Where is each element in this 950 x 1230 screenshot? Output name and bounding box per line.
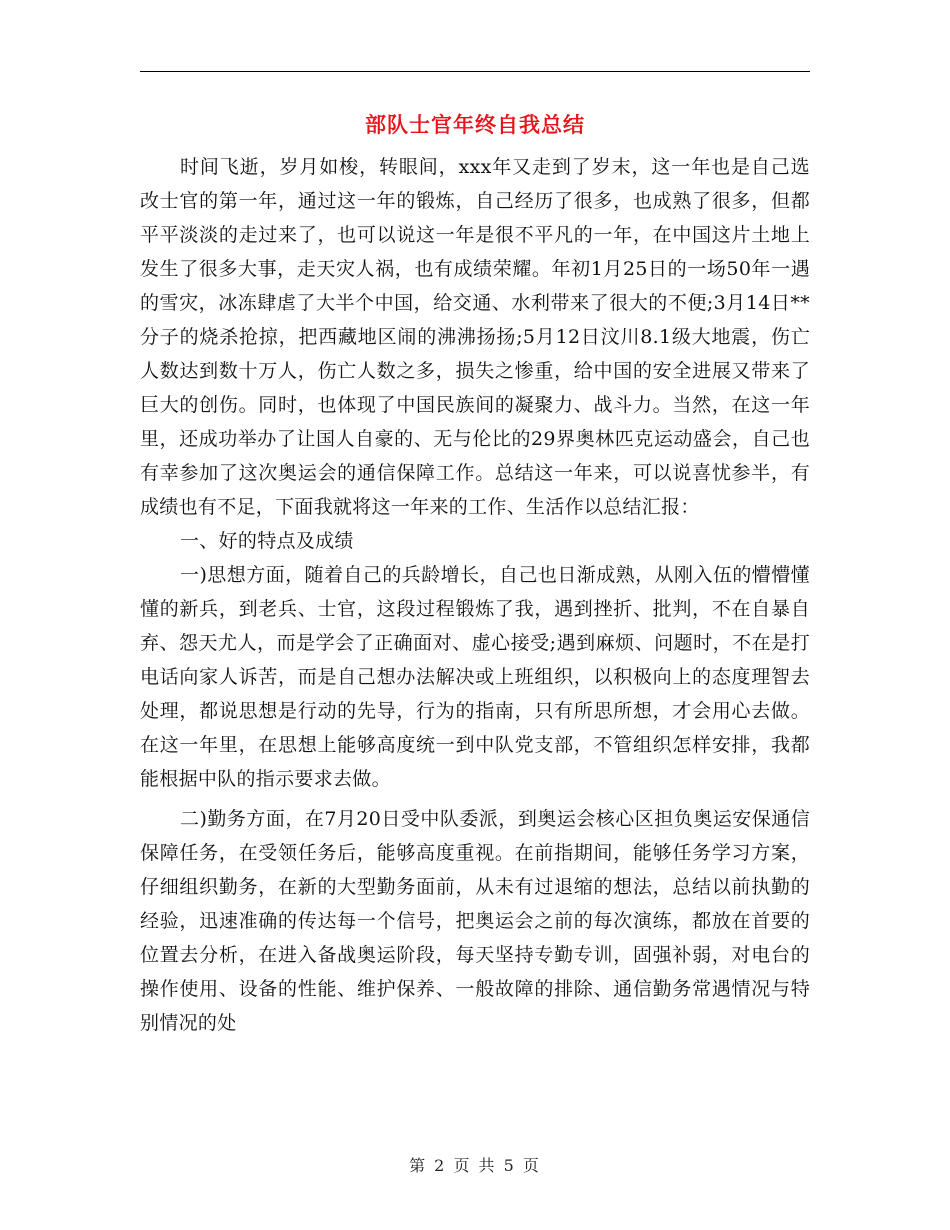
paragraph-intro: 时间飞逝，岁月如梭，转眼间，xxx年又走到了岁末，这一年也是自己选改士官的第一年，通过这一年的锻炼，自己经历了很多，也成熟了很多，但都平平淡淡的走过来了，也可以说这一年是很不平凡的一年，在中国这片土地上发生了很多大事，走天灾人祸，也有成绩荣耀。年初1月25日的一场50年一遇的雪灾，冰冻肆虐了大半个中国，给交通、水利带来了很大的不便;3月14日**分子的烧杀抢掠，把西藏地区闹的沸沸扬扬;5月12日汶川8.1级大地震，伤亡人数达到数十万人，伤亡人数之多，损失之惨重，给中国的安全进展又带来了巨大的创伤。同时，也体现了中国民族间的凝聚力、战斗力。当然，在这一年里，还成功举办了让国人自豪的、无与伦比的29界奥林匹克运动盛会，自己也有幸参加了这次奥运会的通信保障工作。总结这一年来，可以说喜忧参半，有成绩也有不足，下面我就将这一年来的工作、生活作以总结汇报： (140, 156, 810, 518)
header-rule (140, 71, 810, 72)
paragraph-thought: 一)思想方面，随着自己的兵龄增长，自己也日渐成熟，从刚入伍的懵懵懂懂的新兵，到老兵、士官，这段过程锻炼了我，遇到挫折、批判，不在自暴自弃、怨天尤人，而是学会了正确面对、虚心接受;遇到麻烦、问题时，不在是打电话向家人诉苦，而是自己想办法解决或上班组织，以积极向上的态度理智去处理，都说思想是行动的先导，行为的指南，只有所思所想，才会用心去做。在这一年里，在思想上能够高度统一到中队党支部，不管组织怎样安排，我都能根据中队的指示要求去做。 (140, 564, 810, 790)
section-heading: 一、好的特点及成绩 (180, 530, 354, 552)
document-title: 部队士官年终自我总结 (365, 112, 585, 137)
paragraph-duty: 二)勤务方面，在7月20日受中队委派，到奥运会核心区担负奥运安保通信保障任务，在受领任务后，能够高度重视。在前指期间，能够任务学习方案，仔细组织勤务，在新的大型勤务面前，从未有过退缩的想法，总结以前执勤的经验，迅速准确的传达每一个信号，把奥运会之前的每次演练，都放在首要的位置去分析，在进入备战奥运阶段，每天坚持专勤专训，固强补弱，对电台的操作使用、设备的性能、维护保养、一般故障的排除、通信勤务常遇情况与特别情况的处 (140, 808, 810, 1034)
document-body (140, 150, 810, 1040)
page-number: 第 2 页 共 5 页 (409, 1156, 541, 1175)
